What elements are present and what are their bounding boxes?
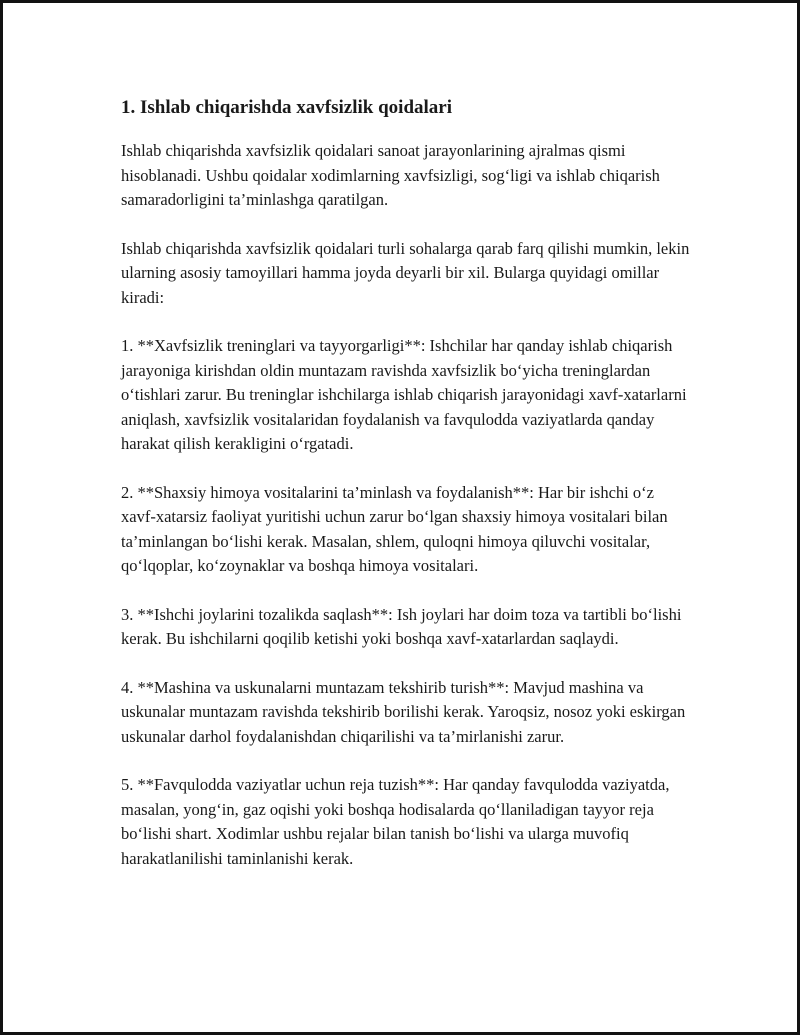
paragraph-intro: Ishlab chiqarishda xavfsizlik qoidalari sanoat jarayonlarining ajralmas qismi hisoblanadi. Ushbu qoidalar xodimlarning xavfsizligi, sog‘ligi va ishlab chiqarish samaradorligini ta’minlashga qaratilgan. [121,141,660,209]
list-item-clean-workplace: 3. **Ishchi joylarini tozalikda saqlash**: Ish joylari har doim toza va tartibli bo‘lishi kerak. Bu ishchilarni qoqilib ketishi yoki boshqa xavf-xatarlardan saqlaydi. [121,604,682,648]
list-item-emergency-plan: 5. **Favqulodda vaziyatlar uchun reja tuzish**: Har qanday favqulodda vaziyatda, masalan, yong‘in, gaz oqishi yoki boshqa hodisalarda qo‘llaniladigan tayyor reja bo‘lishi shart. Xodimlar ushbu rejalar bilan tanish bo‘lishi va ularga muvofiq harakatlanilishi taminlanishi kerak. [121,775,670,868]
section-heading: 1. Ishlab chiqarishda xavfsizlik qoidalari [121,97,452,118]
list-item-protective-equipment: 2. **Shaxsiy himoya vositalarini ta’minlash va foydalanish**: Har bir ishchi o‘z xavf-xatarsiz faoliyat yuritishi uchun zarur bo‘lgan shaxsiy himoya vositalari bilan ta’minlangan bo‘lishi kerak. Masalan, shlem, quloqni himoya qiluvchi vositalar, qo‘lqoplar, ko‘zoynaklar va boshqa himoya vositalari. [121,482,668,575]
list-item-training: 1. **Xavfsizlik treninglari va tayyorgarligi**: Ishchilar har qanday ishlab chiqarish jarayoniga kirishdan oldin muntazam ravishda xavfsizlik bo‘yicha treninglardan o‘tishlari zarur. Bu treninglar ishchilarga ishlab chiqarish jarayonidagi xavf-xatarlarni aniqlash, xavfsizlik vositalaridan foydalanish va favqulodda vaziyatlarda qanday harakat qilish kerakligini o‘rgatadi. [121,336,687,453]
paragraph-principles: Ishlab chiqarishda xavfsizlik qoidalari turli sohalarga qarab farq qilishi mumkin, lekin ularning asosiy tamoyillari hamma joyda deyarli bir xil. Bularga quyidagi omillar kiradi: [121,238,690,307]
document-body [121,95,691,895]
list-item-equipment-inspection: 4. **Mashina va uskunalarni muntazam tekshirib turish**: Mavjud mashina va uskunalar muntazam ravishda tekshirib borilishi kerak. Yaroqsiz, nosoz yoki eskirgan uskunalar darhol foydalanishdan chiqarilishi va ta’mirlanishi zarur. [121,677,686,746]
